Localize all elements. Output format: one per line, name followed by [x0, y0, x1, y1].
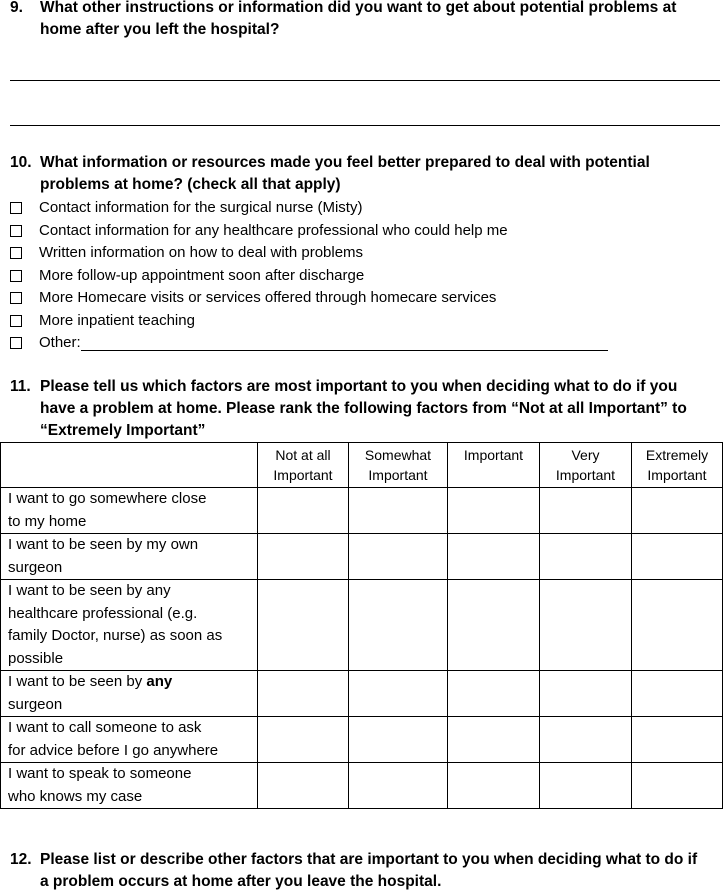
checkbox[interactable]	[10, 247, 22, 259]
option-label: Contact information for the surgical nurse (Misty)	[39, 199, 363, 216]
rating-cell[interactable]	[349, 671, 448, 717]
rating-cell[interactable]	[258, 717, 349, 763]
rating-cell[interactable]	[349, 580, 448, 671]
question-text: What other instructions or information did you want to get about potential problems at	[40, 0, 677, 16]
checkbox-option[interactable]	[10, 310, 608, 333]
rating-cell[interactable]	[448, 580, 540, 671]
rating-cell[interactable]	[540, 488, 632, 534]
rating-cell[interactable]	[258, 580, 349, 671]
question-9	[10, 0, 676, 41]
row-label: I want to be seen by any surgeon	[1, 671, 258, 717]
rating-cell[interactable]	[258, 763, 349, 809]
question-text: problems at home? (check all that apply)	[40, 176, 341, 193]
table-row	[1, 488, 723, 534]
rating-cell[interactable]	[349, 534, 448, 580]
rating-cell[interactable]	[632, 488, 723, 534]
header-not-at-all-important: Not at all Important	[258, 443, 349, 488]
row-label: I want to be seen by my own surgeon	[1, 534, 258, 580]
checkbox[interactable]	[10, 270, 22, 282]
checkbox-option[interactable]	[10, 265, 608, 288]
table-row	[1, 580, 723, 671]
checkbox-option-other[interactable]	[10, 332, 608, 355]
rating-cell[interactable]	[632, 534, 723, 580]
checkbox[interactable]	[10, 292, 22, 304]
answer-line[interactable]	[10, 80, 720, 81]
rating-cell[interactable]	[448, 534, 540, 580]
question-12	[10, 849, 697, 893]
rating-cell[interactable]	[632, 671, 723, 717]
table-header-row	[1, 443, 723, 488]
rating-cell[interactable]	[258, 534, 349, 580]
header-empty	[1, 443, 258, 488]
checkbox[interactable]	[10, 225, 22, 237]
rating-cell[interactable]	[349, 717, 448, 763]
row-label: I want to call someone to ask for advice before I go anywhere	[1, 717, 258, 763]
rating-cell[interactable]	[448, 671, 540, 717]
table-row	[1, 763, 723, 809]
rating-cell[interactable]	[632, 763, 723, 809]
row-label: I want to be seen by any healthcare professional (e.g. family Doctor, nurse) as soon as possible	[1, 580, 258, 671]
question-text: Please tell us which factors are most important to you when deciding what to do if you	[40, 378, 678, 395]
header-somewhat-important: Somewhat Important	[349, 443, 448, 488]
rating-cell[interactable]	[540, 763, 632, 809]
rating-cell[interactable]	[540, 717, 632, 763]
question-number: 9.	[10, 0, 23, 16]
rating-cell[interactable]	[540, 671, 632, 717]
question-text: “Extremely Important”	[40, 422, 206, 439]
question-number: 12.	[10, 851, 32, 868]
rating-cell[interactable]	[632, 717, 723, 763]
question-text: Please list or describe other factors that are important to you when deciding what to do if	[40, 851, 698, 868]
checkbox-option[interactable]	[10, 287, 608, 310]
rating-cell[interactable]	[349, 763, 448, 809]
rating-cell[interactable]	[258, 671, 349, 717]
checkbox[interactable]	[10, 315, 22, 327]
checkbox[interactable]	[10, 202, 22, 214]
rating-cell[interactable]	[632, 580, 723, 671]
question-number: 10.	[10, 154, 32, 171]
option-label: More inpatient teaching	[39, 311, 195, 329]
header-extremely-important: Extremely Important	[632, 443, 723, 488]
table-row	[1, 534, 723, 580]
question-11	[10, 376, 687, 442]
option-label: More follow-up appointment soon after discharge	[39, 266, 365, 284]
option-label: Other:	[39, 334, 81, 351]
row-label: I want to speak to someone who knows my case	[1, 763, 258, 809]
checkbox-option[interactable]	[10, 242, 608, 265]
checkbox-option[interactable]	[10, 220, 608, 243]
option-label: More Homecare visits or services offered through homecare services	[39, 289, 497, 306]
header-very-important: Very Important	[540, 443, 632, 488]
checkbox[interactable]	[10, 337, 22, 349]
row-label: I want to go somewhere close to my home	[1, 488, 258, 534]
rating-cell[interactable]	[349, 488, 448, 534]
rating-cell[interactable]	[540, 534, 632, 580]
question-text: What information or resources made you feel better prepared to deal with potential	[40, 154, 650, 171]
rating-cell[interactable]	[258, 488, 349, 534]
question-text: have a problem at home. Please rank the following factors from “Not at all Important” to	[40, 400, 687, 417]
checkbox-option[interactable]	[10, 197, 608, 220]
answer-line[interactable]	[10, 125, 720, 126]
option-label: Written information on how to deal with problems	[39, 244, 364, 261]
rating-cell[interactable]	[448, 717, 540, 763]
other-answer-line[interactable]	[81, 336, 608, 351]
option-label: Contact information for any healthcare professional who could help me	[39, 221, 508, 239]
question-text: a problem occurs at home after you leave the hospital.	[40, 873, 442, 890]
table-row	[1, 671, 723, 717]
header-important: Important	[448, 443, 540, 488]
rating-cell[interactable]	[540, 580, 632, 671]
table-row	[1, 717, 723, 763]
rating-cell[interactable]	[448, 488, 540, 534]
checkbox-list	[10, 197, 608, 355]
rating-cell[interactable]	[448, 763, 540, 809]
question-text: home after you left the hospital?	[40, 21, 280, 38]
question-number: 11.	[10, 378, 31, 395]
question-10	[10, 152, 650, 196]
ranking-table	[0, 442, 723, 809]
